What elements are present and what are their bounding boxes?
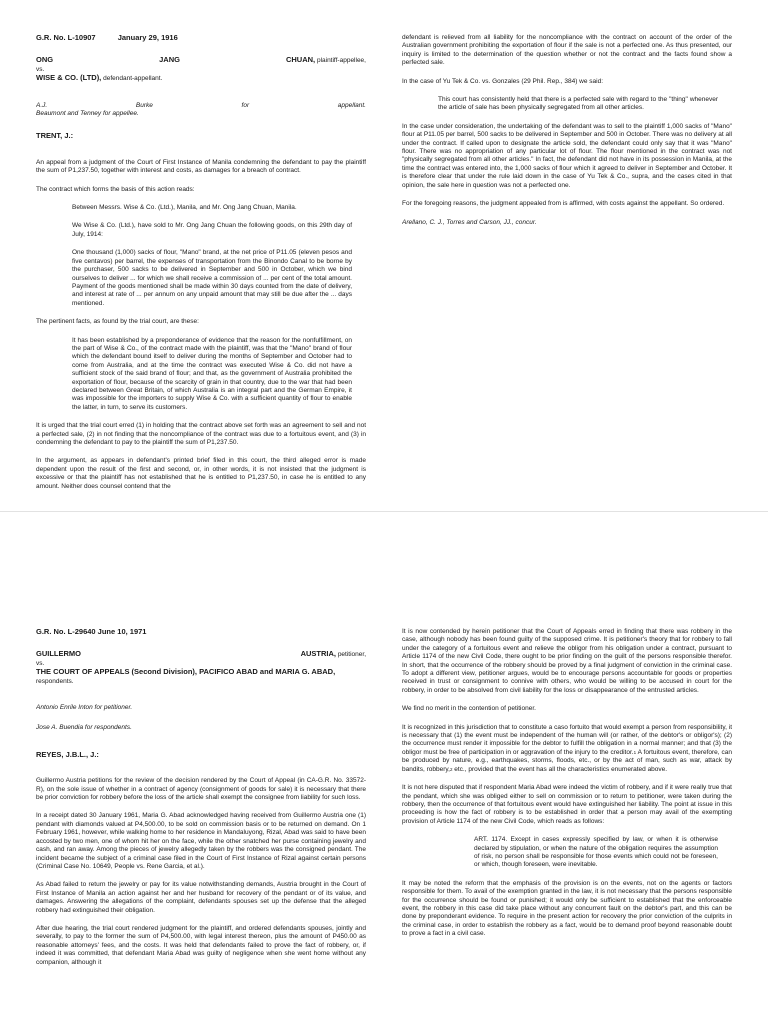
document-page-2 (0, 512, 768, 1024)
paragraph: It is not here disputed that if respondent Maria Abad were indeed the victim of robbery, and if it were really true that the pendant, which she was obliged either to sell on commission or to return to petitioner, were taken during the robbery, then the occurrence of that fortuitous event would have extinguished her liability. The point at issue in this proceeding is how the fact of robbery is to be established in order that a person may avail of the exempting provision of Article 1174 of the new Civil Code, which reads as follows: (402, 784, 732, 825)
right-column (402, 628, 732, 1024)
counsel-word-2: Burke (135, 101, 153, 109)
counsel-block (36, 704, 366, 733)
paragraph: Guillermo Austria petitions for the review of the decision rendered by the Court of Appeal (in CA-G.R. No. 33572-R), on the sole issue of whether in a contract of agency (consignment of goods for sale) it is necessary that there be prior conviction for robbery before the loss of the article shall exempt the consignee from liability for such loss. (36, 777, 366, 802)
defendant-role: defendant-appellant. (103, 75, 163, 83)
gr-number: G.R. No. L-10907 (36, 34, 96, 42)
ponente: REYES, J.B.L., J.: (36, 749, 99, 759)
paragraph-text: It is recognized in this jurisdiction that to constitute a caso fortuito that would exempt a person from responsibility, it is necessary that (1) the event must be independent of the human will (or rather, of the debtor's or obligor's); (2) the occurrence must render it impossible for the debtor to fulfill the obligation in a normal manner; and that (3) the obligor must be free of participation in or aggravation of the injury to the creditor. (402, 723, 732, 756)
concurrence-line: Arellano, C. J., Torres and Carson, JJ., concur. (402, 218, 537, 226)
quoted-article: ART. 1174. Except in cases expressly specified by law, or when it is otherwise declared by stipulation, or when the nature of the obligation requires the assumption of risk, no person shall be responsible for those events which could not be foreseen, or which, though foreseen, were inevitable. (474, 836, 718, 869)
paragraph: It is urged that the trial court erred (1) in holding that the contract above set forth was an agreement to sell and not a perfected sale, (2) in not finding that the noncompliance of the contract was due to a fortuitous event, and (3) in condemning the defendant to pay to the plaintiff the sum of P1,237.50. (36, 422, 366, 446)
paragraph: An appeal from a judgment of the Court of First Instance of Manila condemning the defendant to pay the plaintiff the sum of P1,237.50, together with interest and costs, as damages for a breach of contract. (36, 158, 366, 175)
left-column (36, 628, 366, 1024)
paragraph: It is now contended by herein petitioner that the Court of Appeals erred in finding that there was robbery in the case, although nobody has been found guilty of the supposed crime. It is petitioner's theory that for robbery to fall under the category of a fortuitous event and relieve the obligor from his obligation under a contract, pursuant to Article 1174 of the new Civil Code, there ought to be prior finding on the guilt of the persons responsible therefor. In short, that the occurrence of the robbery should be proved by a final judgment of conviction in the criminal case. To adopt a different view, petitioner argues, would be to encourage persons accountable for goods or properties received in trust or consignment to connive with others, who would be willing to be accused in court for the robbery, in order to be absolved from civil liability for the loss or disappearance of the entrusted articles. (402, 628, 732, 694)
plaintiff-name-part2: JANG (159, 55, 180, 65)
appellee-counsel: Beaumont and Tenney for appellee. (36, 110, 139, 118)
plaintiff-name-part1: ONG (36, 55, 54, 65)
gr-number-and-date: G.R. No. L-29640 June 10, 1971 (36, 628, 147, 636)
respondents-counsel: Jose A. Buendia for respondents. (36, 724, 132, 732)
paragraph: In the case under consideration, the undertaking of the defendant was to sell to the plaintiff 1,000 sacks of "Mano" flour at P11.05 per barrel, 500 sacks to be delivered in September and 500 in October. There was no delivery at all under the contract. If called upon to designate the article sold, the defendant could only say that it was "Mano" flour. There was no appropriation of any particular lot of flour. The flour mentioned in the contract was not "physically segregated from all other articles." In fact, the defendant did not have in its possession in Manila, at the time the contract was entered into, the 1,000 sacks of flour which it agreed to deliver in September and October. It is therefore clear that under the rule laid down in the case of Yu Tek & Co., supra, and the cases cited in that opinion, the sale here in question was not a perfected one. (402, 122, 732, 189)
paragraph-text: A fortuitous event, therefore, can be produced by nature, e.g., earthquakes, storms, floods, etc., or by the act of man, such as war, attack by bandits, robbery, (402, 748, 732, 773)
quoted-paragraph: It has been established by a preponderance of evidence that the reason for the nonfulfillment, on the part of Wise & Co., of the contract made with the plaintiff, was that the "Mano" brand of flour which the defendant bound itself to deliver during the months of September and October had to come from Australia, and at the time the contract was executed Wise & Co. did not have a sufficient stock of the said brand of flour; and that, as the government of Australia prohibited the exportation of flour, because of the scarcity of grain in that country, due to the war that had been declared between Great Britain, of which Australia is an integral part and the German Empire, it was impossible for the importers to supply Wise & Co. with a sufficient quantity of flour to enable the latter, in turn, to serve its customers. (72, 336, 352, 411)
paragraph: In a receipt dated 30 January 1961, Maria G. Abad acknowledged having received from Guillermo Austria one (1) pendant with diamonds valued at P4,500.00, to be sold on commission basis or to be returned on demand. On 1 February 1961, however, while walking home to her residence in Mandaluyong, Rizal, Abad was said to have been accosted by two men, one of whom hit her on the face, while the other snatched her purse containing jewelry and cash, and ran away. Among the pieces of jewelry allegedly taken by the robbers was the consigned pendant. The incident became the subject of a criminal case filed in the Court of First Instance of Rizal against certain persons (Criminal Case No. 10649, People vs. Rene Garcia, et al.). (36, 812, 366, 870)
paragraph (402, 724, 732, 774)
paragraph: As Abad failed to return the jewelry or pay for its value notwithstanding demands, Austria brought in the Court of First Instance of Manila an action against her and her husband for recovery of the pendant or of its value, and damages. Answering the allegations of the complaint, defendants spouses set up the defense that the alleged robbery had extinguished their obligation. (36, 881, 366, 914)
petitioner-last-name: AUSTRIA, (300, 649, 336, 659)
quoted-paragraph: One thousand (1,000) sacks of flour, "Mano" brand, at the net price of P11.05 (eleven pesos and five centavos) per barrel, the expenses of transportation from the Binondo Canal to be borne by the purchaser, 500 sacks to be delivered in September and 500 in October, which we bind ourselves to deliver ... for which we shall receive a commission of ... per cent of the total amount. Payment of the goods mentioned shall be made within 30 days counted from the date of delivery, and interest at rate of ... per annum on any unpaid amount that may still be due after the ... days mentioned. (72, 249, 352, 307)
paragraph: It may be noted the reform that the emphasis of the provision is on the events, not on the agents or factors responsible for them. To avail of the exemption granted in the law, it is not necessary that the persons responsible for the occurrence should be found or punished; it would only be sufficient to established that the enforceable event, the robbery in this case did take place without any concurrent fault on the debtor's part, and this can be done by preponderant evidence. To require in the present action for recovery the prior conviction of the culprits in the criminal case, in order to establish the robbery as a fact, would be to demand proof beyond reasonable doubt to prove a fact in a civil case. (402, 879, 732, 938)
right-column (402, 34, 732, 510)
petitioner-first-name: GUILLERMO (36, 649, 81, 659)
paragraph: In the argument, as appears in defendant's printed brief filed in this court, the third alleged error is made dependent upon the result of the first and second, or, in other words, it is not insisted that the judgment is excessive or that the plaintiff has not established that he is entitled to P1,237.50, in case he is entitled to any amount. Neither does counsel contend that the (36, 457, 366, 490)
counsel-block (36, 102, 366, 119)
counsel-word-1: A.J. (36, 101, 48, 109)
quoted-paragraph: We Wise & Co. (Ltd.), have sold to Mr. Ong Jang Chuan the following goods, on this 29th day of July, 1914: (72, 222, 352, 238)
respondents-names: THE COURT OF APPEALS (Second Division), PACIFICO ABAD and MARIA G. ABAD, (36, 667, 336, 677)
respondents-role: respondents. (36, 677, 74, 685)
parties-block (36, 56, 366, 83)
counsel-word-4: appellant. (337, 101, 366, 109)
quoted-paragraph: This court has consistently held that there is a perfected sale with regard to the "thing" whenever the article of sale has been physically segregated from all other articles. (438, 96, 718, 112)
petitioner-counsel: Antonio Enrile Inton for petitioner. (36, 704, 133, 712)
paragraph: For the foregoing reasons, the judgment appealed from is affirmed, with costs against the appellant. So ordered. (402, 200, 725, 208)
defendant-name: WISE & CO. (LTD), (36, 73, 102, 83)
paragraph-text: etc., provided that the event has all the characteristics enumerated above. (454, 765, 668, 773)
paragraph: After due hearing, the trial court rendered judgment for the plaintiff, and ordered defendants spouses, jointly and severally, to pay to the former the sum of P4,500.00, with legal interest thereon, plus the amount of P450.00 as reasonable attorneys' fees, and the costs. It was held that defendants failed to prove the fact of robbery, or, if indeed it was committed, that defendant Maria Abad was guilty of negligence when she went home without any companion, although it (36, 924, 366, 966)
case-header (36, 628, 366, 636)
ponente: TRENT, J.: (36, 131, 74, 141)
versus-label: vs. (36, 65, 45, 73)
case-header (36, 34, 366, 42)
paragraph: In the case of Yu Tek & Co. vs. Gonzales (29 Phil. Rep., 384) we said: (402, 77, 604, 85)
footnote-ref[interactable]: 2 (449, 766, 453, 772)
plaintiff-role: plaintiff-appellee, (316, 57, 366, 65)
plaintiff-name-part3: CHUAN, (285, 55, 316, 65)
paragraph: We find no merit in the contention of petitioner. (402, 705, 536, 713)
paragraph: The contract which forms the basis of this action reads: (36, 185, 195, 193)
petitioner-role: petitioner, (337, 651, 366, 659)
parties-block (36, 650, 366, 686)
counsel-word-3: for (241, 101, 250, 109)
paragraph: defendant is relieved from all liability for the noncompliance with the contract on account of the order of the Australian government prohibiting the exportation of flour if the sale is not a perfected one. As thus presented, our inquiry is limited to the determination of the question whether or not the contract and the facts found show a perfected sale. (402, 34, 732, 67)
quoted-paragraph: Between Messrs. Wise & Co. (Ltd.), Manila, and Mr. Ong Jang Chuan, Manila. (72, 204, 297, 212)
versus-label: vs. (36, 659, 45, 667)
decision-date: January 29, 1916 (117, 34, 178, 42)
left-column (36, 34, 366, 510)
paragraph: The pertinent facts, as found by the trial court, are these: (36, 318, 199, 326)
footnote-ref[interactable]: 1 (633, 749, 637, 755)
